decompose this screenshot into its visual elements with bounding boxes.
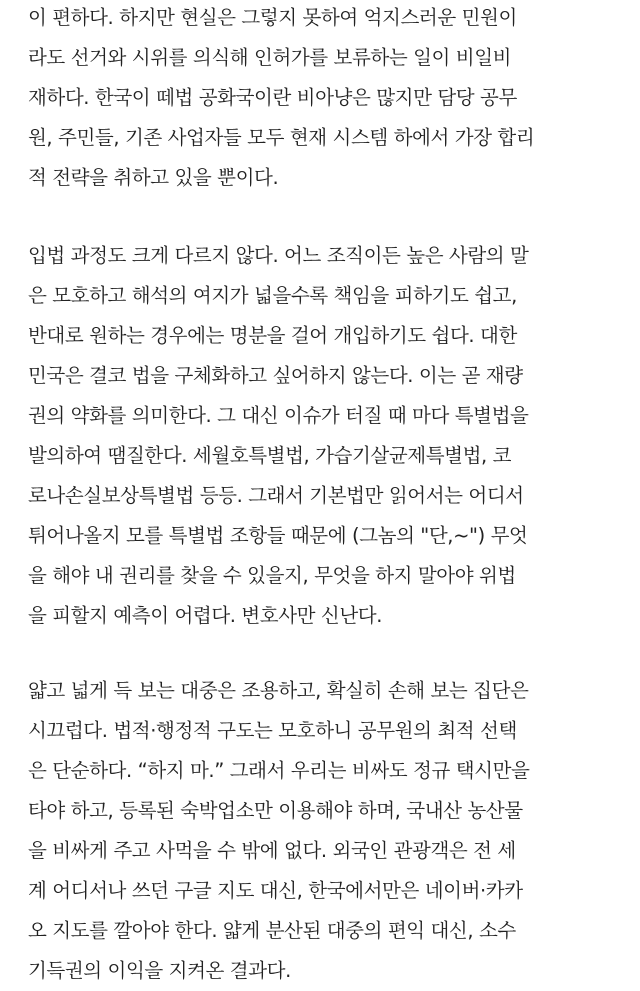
text-line: 은 단순하다. “하지 마.” 그래서 우리는 비싸도 정규 택시만을 bbox=[28, 759, 530, 782]
paragraph-1 bbox=[28, 0, 534, 198]
text-line: 이 편하다. 하지만 현실은 그렇지 못하여 억지스러운 민원이 bbox=[28, 6, 517, 29]
text-line: 타야 하고, 등록된 숙박업소만 이용해야 하며, 국내산 농산물 bbox=[28, 799, 523, 822]
text-line: 로나손실보상특별법 등등. 그래서 기본법만 읽어서는 어디서 bbox=[28, 484, 524, 507]
text-line: 기득권의 이익을 지켜온 결과다. bbox=[28, 959, 291, 982]
text-line: 을 피할지 예측이 어렵다. 변호사만 신난다. bbox=[28, 604, 383, 627]
text-line: 시끄럽다. 법적·행정적 구도는 모호하니 공무원의 최적 선택 bbox=[28, 719, 517, 742]
text-line: 튀어나올지 모를 특별법 조항들 때문에 (그놈의 "단,~") 무엇 bbox=[28, 524, 528, 547]
text-line: 입법 과정도 크게 다르지 않다. 어느 조직이든 높은 사람의 말 bbox=[28, 244, 529, 267]
text-line: 민국은 결코 법을 구체화하고 싶어하지 않는다. 이는 곧 재량 bbox=[28, 364, 523, 387]
text-line: 재하다. 한국이 떼법 공화국이란 비아냥은 많지만 담당 공무 bbox=[28, 86, 517, 109]
text-line: 발의하여 땜질한다. 세월호특별법, 가습기살균제특별법, 코 bbox=[28, 444, 512, 467]
paragraph-2 bbox=[28, 236, 528, 636]
text-line: 은 모호하고 해석의 여지가 넓을수록 책임을 피하기도 쉽고, bbox=[28, 284, 517, 307]
text-line: 권의 약화를 의미한다. 그 대신 이슈가 터질 때 마다 특별법을 bbox=[28, 404, 529, 427]
text-line: 적 전략을 취하고 있을 뿐이다. bbox=[28, 166, 279, 189]
text-line: 계 어디서나 쓰던 구글 지도 대신, 한국에서만은 네이버·카카 bbox=[28, 879, 523, 902]
text-line: 오 지도를 깔아야 한다. 얇게 분산된 대중의 편익 대신, 소수 bbox=[28, 919, 516, 942]
text-line: 원, 주민들, 기존 사업자들 모두 현재 시스템 하에서 가장 합리 bbox=[28, 126, 535, 149]
text-line: 얇고 넓게 득 보는 대중은 조용하고, 확실히 손해 보는 집단은 bbox=[28, 679, 529, 702]
text-line: 을 해야 내 권리를 찾을 수 있을지, 무엇을 하지 말아야 위법 bbox=[28, 564, 516, 587]
text-line: 반대로 원하는 경우에는 명분을 걸어 개입하기도 쉽다. 대한 bbox=[28, 324, 517, 347]
paragraph-3 bbox=[28, 671, 529, 991]
text-line: 라도 선거와 시위를 의식해 인허가를 보류하는 일이 비일비 bbox=[28, 46, 512, 69]
text-line: 을 비싸게 주고 사먹을 수 밖에 없다. 외국인 관광객은 전 세 bbox=[28, 839, 516, 862]
